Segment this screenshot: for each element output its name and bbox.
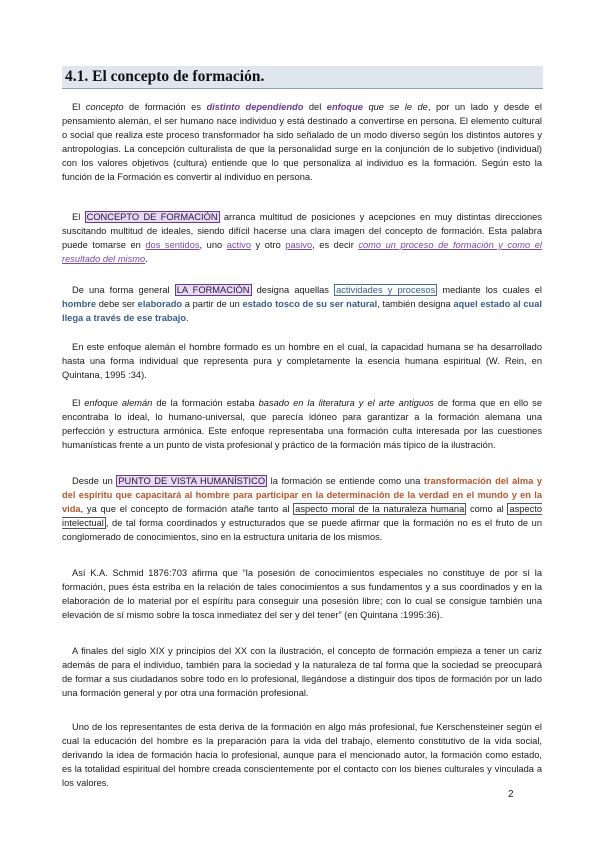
- p6-aspecto-moral: aspecto moral de la naturaleza humana: [295, 504, 465, 514]
- p3-actividades-procesos: actividades y procesos: [336, 285, 436, 295]
- p3-text: a partir de un: [182, 299, 243, 309]
- p5-text: de la formación estaba: [152, 398, 259, 408]
- p2-dos-sentidos: dos sentidos: [145, 240, 200, 250]
- page-number: 2: [508, 789, 514, 800]
- p3-hombre: hombre: [62, 299, 97, 309]
- p6-punto-de-vista-humanistico: PUNTO DE VISTA HUMANÍSTICO: [118, 476, 266, 486]
- paragraph-5: [62, 396, 542, 452]
- p1-que-se-le-de: que se le de: [362, 102, 428, 112]
- p1-text: El: [72, 102, 86, 112]
- p2-pasivo: pasivo: [285, 240, 313, 250]
- p6-text: , de tal forma coordinados y estructurados que se puede afirmar que la formación no es el fruto de un conglomerado de conocimientos, sino en la estructura unitaria de los mismos.: [62, 518, 542, 542]
- p3-text: designa aquellas: [251, 285, 335, 295]
- p9-text: Uno de los representantes de esta deriva de la formación en algo más profesional, fue Kerschensteiner según el cual la educación del hombre es la preparación para la vida del trabajo, elemento constitutivo de la vida social, derivando la idea de formación hacia lo profesional, aunque para el mencionado autor, la formación como estado, es la totalidad espiritual del hombre creada conscientemente por el contacto con los bienes culturales y vinculada a los valores.: [62, 722, 542, 788]
- p3-text: , también designa: [377, 299, 454, 309]
- p3-elaborado: elaborado: [137, 299, 183, 309]
- p1-text: de formación es: [123, 102, 207, 112]
- p3-aquel-estado: aquel estado al cual llega a través de ese trabajo: [62, 299, 542, 323]
- p7-text: Así K.A. Schmid 1876:703 afirma que “la posesión de conocimientos especiales no constituye de por sí la formación, pues ésta estriba en la relación de tales conocimientos a sus fundamentos y a sus coordinados y en la elaboración de lo material por el espíritu para conseguir una posesión libre; con lo cual se consigue también una elevación de sí mismo sobre la tosca inmediatez del ser y del tener” (en Quintana :1995:36).: [62, 568, 542, 620]
- p2-concepto-de-formacion: CONCEPTO DE FORMACIÓN: [86, 212, 218, 222]
- paragraph-6: [62, 474, 542, 544]
- p1-text: del: [303, 102, 327, 112]
- p2-text: El: [72, 212, 85, 222]
- paragraph-1: [62, 100, 542, 184]
- p2-text: , uno: [199, 240, 227, 250]
- p4-text: En este enfoque alemán el hombre formado es un hombre en el cual, la capacidad humana se ha desarrollado hasta una forma individual que representa pura y completamente la esencia humana espiritual (W. Rein, en Quintana, 1995 :34).: [62, 342, 542, 380]
- p5-text: El: [72, 398, 85, 408]
- p6-text: , ya que el concepto de formación atañe tanto al: [80, 504, 294, 514]
- p3-la-formacion: LA FORMACIÓN: [176, 285, 250, 295]
- p2-text: y otro: [251, 240, 286, 250]
- p6-aspecto-intelectual: aspecto intelectual: [62, 504, 542, 528]
- p5-enfoque-aleman: enfoque alemán: [84, 398, 153, 408]
- p6-text: Desde un: [72, 476, 117, 486]
- p8-text: A finales del siglo XIX y principios del XX con la ilustración, el concepto de formación empieza a tener un cariz además de para el individuo, también para la sociedad y la naturaleza de tal forma que la sociedad se preocupará de formar a sus ciudadanos sobre todo en lo profesional, llegándose a distinguir dos tipos de formación por un lado una formación general y por otra una formación profesional.: [62, 646, 542, 698]
- p3-text: .: [186, 313, 189, 323]
- p2-proceso-resultado: como un proceso de formación y como el resultado del mismo: [62, 240, 542, 264]
- paragraph-2: [62, 210, 542, 266]
- paragraph-7: [62, 566, 542, 622]
- section-heading: 4.1. El concepto de formación.: [62, 66, 543, 89]
- p2-text: , es decir: [312, 240, 359, 250]
- p2-activo: activo: [226, 240, 252, 250]
- p3-text: mediante los cuales el: [437, 285, 542, 295]
- paragraph-3: [62, 283, 542, 325]
- p1-concepto: concepto: [85, 102, 124, 112]
- p6-text: como al: [466, 504, 508, 514]
- p3-text: De una forma general: [72, 285, 175, 295]
- p6-text: la formación se entiende como una: [267, 476, 424, 486]
- p6-transformacion-alma: transformación del alma y del espíritu que capacitará al hombre para participar en la determinación de la verdad en el mundo y en la vida: [62, 476, 543, 514]
- p2-text: arranca multitud de posiciones y acepciones en muy distintas direcciones suscitando multitud de ideales, siendo difícil hacerse una clara imagen del concepto de formación. Esta palabra puede tomarse en: [62, 212, 542, 250]
- p5-basado-literatura: basado en la literatura y el arte antiguos: [258, 398, 434, 408]
- paragraph-8: [62, 644, 542, 700]
- p3-estado-tosco: estado tosco de su ser natural: [242, 299, 378, 309]
- p3-text: debe ser: [96, 299, 138, 309]
- p1-enfoque: enfoque: [326, 102, 363, 112]
- paragraph-9: [62, 720, 542, 790]
- p1-distinto-dependiendo: distinto dependiendo: [206, 102, 304, 112]
- paragraph-4: [62, 340, 542, 382]
- p5-text: de forma que en ello se encontraba lo ideal, lo humano-universal, que parecía idóneo para garantizar a la formación alemana una perfección y estructura armónica. Este enfoque representaba una formación culta interesada por las cuestiones humanísticas frente a un punto de vista profesional y práctico de la formación más típico de la ilustración.: [62, 398, 542, 450]
- p2-text: .: [145, 254, 148, 264]
- p1-text: , por un lado y desde el pensamiento alemán, el ser humano nace individuo y está destinado a convertirse en persona. El elemento cultural o social que realiza este proceso transformador ha sido señalado de un modo diverso según los distintos autores y antropologías. La concepción culturalista de que la personalidad surge en la conjunción de lo subjetivo (individual) con los valores objetivos (cultura) entiende que lo que personaliza al individuo es la formación. Según esto la función de la Formación es convertir al individuo en persona.: [62, 102, 542, 182]
